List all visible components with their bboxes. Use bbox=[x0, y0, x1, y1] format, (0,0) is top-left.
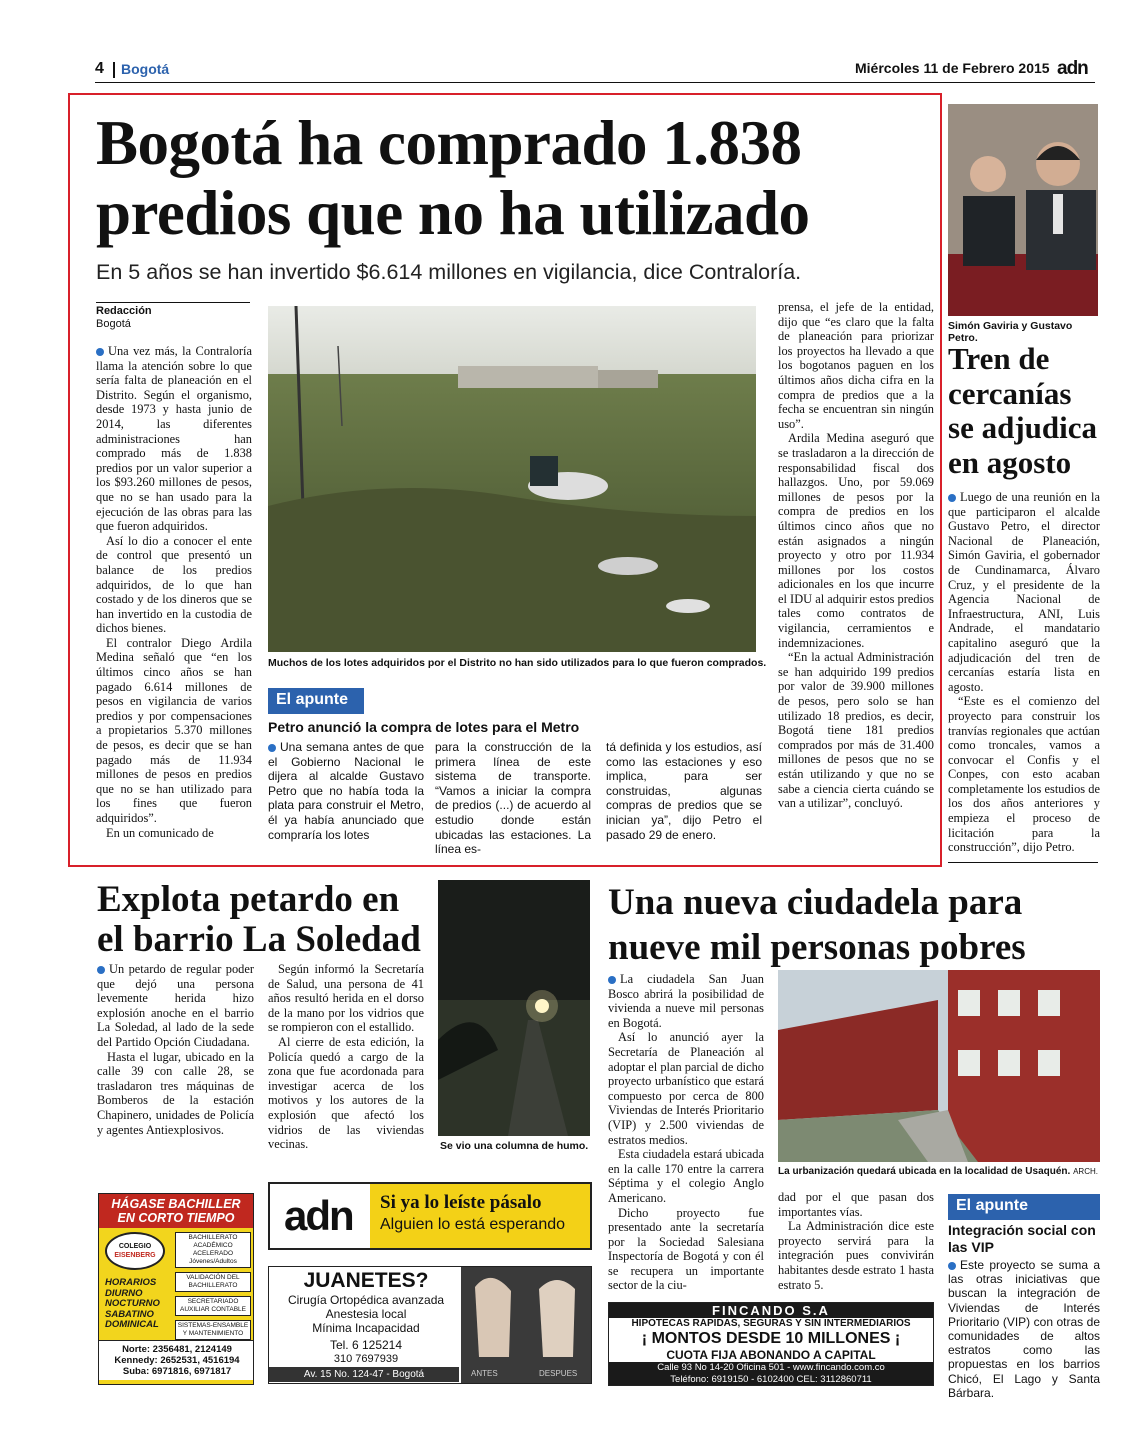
side-body bbox=[948, 490, 1100, 855]
ad-fincando-line4: Calle 93 No 14-20 Oficina 501 - www.fincando.com.co bbox=[609, 1362, 933, 1374]
petardo-headline-line2: el barrio La Soledad bbox=[97, 919, 421, 960]
lead-headline-line2: predios que no ha utilizado bbox=[96, 178, 810, 248]
lead-col1-p4: En un comunicado de bbox=[106, 825, 214, 840]
ciudadela-apunte-title: Integración social con las VIP bbox=[948, 1222, 1096, 1255]
ad-bachiller-title bbox=[99, 1194, 253, 1228]
lead-photo bbox=[268, 306, 756, 652]
petardo-col1-p2: Hasta el lugar, ubicado en la calle 39 con calle 28, se trasladaron tres máquinas de Bomberos de la estación Chapinero, unidades de Policía y agentes Antiexplosivos. bbox=[97, 1049, 254, 1137]
lead-col1 bbox=[96, 344, 252, 840]
apunte-col2: para la construcción de la primera línea de este sistema de transporte. “Vamos a iniciar la compra de predios (...) de acuerdo al estudio donde están ubicadas las estaciones. La línea es- bbox=[435, 740, 591, 857]
lead-col4 bbox=[778, 300, 934, 811]
byline-rule bbox=[96, 302, 250, 303]
apunte-col1 bbox=[268, 740, 424, 842]
side-photo bbox=[948, 104, 1098, 316]
ad-juanetes-photo bbox=[461, 1267, 591, 1383]
lead-headline bbox=[96, 108, 936, 248]
side-photo-caption: Simón Gaviria y Gustavo Petro. bbox=[948, 320, 1073, 344]
bullet-icon bbox=[948, 494, 956, 502]
ciudadela-col1-p4: Dicho proyecto fue presentado ante la secretaría por la Sociedad Salesiana Inspectoría de Bogotá y con él se recupera un importante sector de la ciu- bbox=[608, 1205, 764, 1293]
ciudadela-caption-credit: ARCH. bbox=[1073, 1167, 1098, 1176]
side-headline bbox=[948, 342, 1098, 480]
ad-adn-promo bbox=[268, 1182, 592, 1250]
ad-bachiller-phone-2: Suba: 6971816, 6971817 bbox=[122, 1366, 232, 1377]
ad-adn-line2: Alguien lo está esperando bbox=[380, 1216, 566, 1233]
ciudadela-caption-text: La urbanización quedará ubicada en la localidad de Usaquén. bbox=[778, 1166, 1071, 1177]
ad-juanetes-line1: Cirugía Ortopédica avanzada bbox=[287, 1293, 445, 1307]
ad-bachiller-title1: HÁGASE BACHILLER bbox=[111, 1197, 241, 1211]
ad-bachiller-program-3: SISTEMAS-ENSAMBLE Y MANTENIMIENTO bbox=[175, 1320, 251, 1340]
ad-bachiller-hours-3: SABATINO bbox=[105, 1308, 154, 1320]
lead-headline-line1: Bogotá ha comprado 1.838 bbox=[96, 108, 802, 178]
page-header bbox=[95, 60, 1095, 82]
ciudadela-col1 bbox=[608, 972, 764, 1293]
apunte-col3: tá definida y los estudios, así como las estaciones y eso implica, para ser construidas, algunas compras de predios que se inician ya”, dijo Petro el pasado 29 de enero. bbox=[606, 740, 762, 842]
ad-bachiller-logo-name: EISENBERG bbox=[114, 1252, 156, 1259]
night-street-image bbox=[438, 880, 590, 1136]
ad-bachiller-programs bbox=[175, 1232, 251, 1340]
byline-city: Bogotá bbox=[96, 318, 131, 330]
ciudadela-headline-line2: nueve mil personas pobres bbox=[608, 927, 1026, 968]
vacant-lot-image bbox=[268, 306, 756, 652]
side-body-p2: “Este es el comienzo del proyecto para construir los tranvías regionales que actúan como troncales, vamos a convocar el Confis y el Conpes, con esto acaban completamente los estudios de los dos años anteriores y empieza el proceso de licitación para la construcción”, dijo Petro. bbox=[948, 694, 1100, 855]
bullet-icon bbox=[96, 348, 104, 356]
ad-bachiller-hours-2: NOCTURNO bbox=[105, 1298, 160, 1309]
apunte-title: Petro anunció la compra de lotes para el Metro bbox=[268, 719, 580, 735]
ciudadela-col1-p3: Esta ciudadela estará ubicada en la calle 170 entre la carrera Séptima y el colegio Anglo Americano. bbox=[608, 1147, 764, 1205]
petardo-col1 bbox=[97, 962, 254, 1137]
ad-bachiller-hours-1: DIURNO bbox=[105, 1287, 143, 1299]
lead-col1-p3: El contralor Diego Ardila Medina señaló que “en los últimos cinco años se han pagado 6.614 millones de pesos en vigilancia de varios predios y por compensaciones a propietarios 5.370 millones de pesos, es decir que se han pagado más de 11.934 millones de pesos en predios que no se han utilizado para los fines que fueron adquiridos”. bbox=[96, 635, 252, 825]
ciudadela-apunte-text: Este proyecto se suma a las otras iniciativas que buscan la integración de Viviendas de Interés Prioritario (VIP) con otras de comunidades de altos estratos como las propuestas en los barrios Chicó, El Lago y Santa Bárbara. bbox=[948, 1258, 1100, 1400]
side-bottom-rule bbox=[948, 862, 1098, 863]
byline-name: Redacción bbox=[96, 305, 152, 317]
ad-juanetes-line3: Mínima Incapacidad bbox=[312, 1321, 420, 1335]
ad-fincando-line2: ¡ MONTOS DESDE 10 MILLONES ¡ bbox=[641, 1330, 901, 1347]
ad-fincando-name: FINCANDO S.A bbox=[609, 1303, 933, 1318]
issue-date: Miércoles 11 de Febrero 2015 bbox=[855, 60, 1050, 76]
ciudadela-col1-p1: La ciudadela San Juan Bosco abrirá la posibilidad de vivienda a nueve mil personas en Bogotá. bbox=[608, 972, 764, 1030]
petardo-photo-caption: Se vio una columna de humo. bbox=[440, 1140, 589, 1152]
lead-col1-p1: Una vez más, la Contraloría llama la atención sobre lo que sería falta de planeación en el Distrito. Según el organismo, desde 1973 y hasta junio de 2014, las diferentes administraciones han comprado más de 1.838 predios por un valor superior a los $93.260 millones de pesos, que no se han usado para la ejecución de las obras para las que fueron adquiridos. bbox=[96, 344, 252, 534]
ad-bachiller-phones bbox=[99, 1340, 254, 1380]
bullet-icon bbox=[608, 976, 616, 984]
ad-juanetes-address: Av. 15 No. 124-47 - Bogotá bbox=[269, 1367, 459, 1382]
ad-juanetes bbox=[268, 1266, 592, 1384]
ad-fincando bbox=[608, 1302, 934, 1386]
feet-before-after-image bbox=[461, 1267, 591, 1367]
ciudadela-headline bbox=[608, 880, 1098, 970]
petardo-headline bbox=[97, 880, 427, 960]
byline bbox=[96, 305, 152, 331]
ad-bachiller-title2: EN CORTO TIEMPO bbox=[117, 1211, 235, 1225]
ad-adn-text-box bbox=[370, 1184, 590, 1248]
brand-logo: adn bbox=[1057, 58, 1088, 79]
ciudadela-col2-p2: La Administración dice este proyecto servirá para la integración pues convivirán habitantes desde estrato 1 hasta estrato 5. bbox=[778, 1219, 934, 1292]
apunte-col1-text: Una semana antes de que el Gobierno Nacional le dijera al alcalde Gustavo Petro que no había toda la plata para construir el Metro, él ya había anunciado que compraría los lotes bbox=[268, 740, 424, 842]
lead-photo-caption: Muchos de los lotes adquiridos por el Distrito no han sido utilizados para lo que fueron comprados. bbox=[268, 657, 767, 669]
lead-col1-p2: Así lo dio a conocer el ente de control que presentó un balance de los predios adquiridos, de lo que han costado y de los dineros que se han invertido en la custodia de dichos bienes. bbox=[96, 533, 252, 636]
bullet-icon bbox=[97, 966, 105, 974]
header-rule bbox=[95, 82, 1095, 83]
side-headline-line3: se adjudica bbox=[948, 410, 1097, 445]
petardo-headline-line1: Explota petardo en bbox=[97, 879, 400, 920]
side-body-p1: Luego de una reunión en la que participaron el alcalde Gustavo Petro, el director Nacional de Planeación, Simón Gaviria, el gobernador de Cundinamarca, Álvaro Cruz, y el presidente de la Agencia Nacional de Infraestructura, ANI, Luis Andrade, el mandatario capitalino aseguró que la adjudicación del tren de cercanías estaría lista en agosto. bbox=[948, 490, 1100, 694]
ad-adn-logo: adn bbox=[284, 1192, 353, 1239]
ciudadela-headline-line1: Una nueva ciudadela para bbox=[608, 882, 1023, 923]
page-number: 4 bbox=[95, 60, 104, 77]
ad-bachiller-phone-1: Kennedy: 2652531, 4516194 bbox=[114, 1355, 240, 1366]
ciudadela-col2 bbox=[778, 1190, 934, 1292]
ad-fincando-line1: HIPOTECAS RÁPIDAS, SEGURAS Y SIN INTERMEDIARIOS bbox=[631, 1318, 911, 1329]
petardo-col2-p1: Según informó la Secretaría de Salud, una persona de 41 años resultó herida en el dorso de la mano por los vidrios que se rompieron con el estallido. bbox=[268, 962, 424, 1035]
ad-bachiller-hours-4: DOMINICAL bbox=[105, 1319, 159, 1330]
ad-fincando-line3: CUOTA FIJA ABONANDO A CAPITAL bbox=[666, 1348, 876, 1362]
ad-juanetes-after: DESPUES bbox=[539, 1369, 578, 1378]
ad-bachiller-program-1: VALIDACIÓN DEL BACHILLERATO bbox=[175, 1272, 251, 1292]
ciudadela-apunte-body bbox=[948, 1258, 1100, 1400]
header-divider bbox=[113, 62, 115, 78]
ad-juanetes-phone1: Tel. 6 125214 bbox=[329, 1338, 403, 1352]
ciudadela-photo-caption bbox=[778, 1166, 1100, 1177]
ad-bachiller-logo-top: COLEGIO bbox=[118, 1243, 152, 1250]
ad-bachiller-program-0: BACHILLERATO ACADÉMICO ACELERADO Jóvenes/Adultos bbox=[175, 1232, 251, 1268]
lead-col4-p3: “En la actual Administración se han adquirido 199 predios por valor de 39.900 millones de pesos, pero solo se han utilizado 18 predios, es decir, Bogotá tiene 181 predios comprados por más de 31.400 millones de pesos que no se están utilizando y que no se sabe a ciencia cierta cuándo se van a utilizar”, concluyó. bbox=[778, 650, 934, 811]
side-headline-line1: Tren de bbox=[948, 341, 1050, 376]
lead-col4-p1: prensa, el jefe de la entidad, dijo que “es claro que la falta de planeación para priorizar los proyectos ha llevado a que los bogotanos paguen en los últimos años dicha cifra en la compra de predios que a la fecha se encuentran sin ningún uso”. bbox=[778, 300, 934, 431]
petardo-col2 bbox=[268, 962, 424, 1152]
bullet-icon bbox=[268, 744, 276, 752]
ad-bachiller-logo bbox=[105, 1232, 165, 1270]
ad-bachiller-phone-0: Norte: 2356481, 2124149 bbox=[122, 1344, 232, 1355]
housing-image bbox=[778, 970, 1100, 1162]
apunte-label: El apunte bbox=[268, 688, 364, 714]
ciudadela-photo bbox=[778, 970, 1100, 1162]
ad-juanetes-phone2: 310 7697939 bbox=[333, 1353, 399, 1365]
ad-bachiller-hours-0: HORARIOS bbox=[105, 1277, 157, 1288]
petardo-col1-p1: Un petardo de regular poder que dejó una persona levemente herida hizo explosión anoche en el barrio La Soledad, al lado de la sede del Partido Opción Ciudadana. bbox=[97, 962, 254, 1049]
ad-adn-line1: Si ya lo leíste pásalo bbox=[380, 1192, 542, 1213]
officials-photo bbox=[948, 104, 1098, 316]
ciudadela-col2-p1: dad por el que pasan dos importantes vías. bbox=[778, 1190, 934, 1219]
side-headline-line4: en agosto bbox=[948, 444, 1072, 480]
lead-col4-p2: Ardila Medina aseguró que se trasladaron a la dirección de responsabilidad fiscal dos hallazgos. Uno, por 59.069 millones de pesos por la compra de predios en los últimos cinco años que no están asignados a ningún proyecto y otro por 11.934 millones por los costos adicionales en los que incurre el IDU al adquirir estos predios tales como contratos de vigilancia, cerramientos e indemnizaciones. bbox=[778, 431, 934, 650]
ad-fincando-line5: Teléfono: 6919150 - 6102400 CEL: 3112860711 bbox=[609, 1374, 933, 1386]
petardo-col2-p2: Al cierre de esta edición, la Policía quedó a cargo de la zona que fue acordonada para investigar acerca de los motivos y los autores de la explosión que afectó los vidrios de las viviendas vecinas. bbox=[268, 1034, 424, 1152]
bullet-icon bbox=[948, 1262, 956, 1270]
ad-bachiller-hours bbox=[105, 1278, 167, 1331]
petardo-photo bbox=[438, 880, 590, 1136]
ad-bachiller-program-2: SECRETARIADO AUXILIAR CONTABLE bbox=[175, 1296, 251, 1316]
ad-juanetes-before: ANTES bbox=[471, 1369, 498, 1378]
ciudadela-col1-p2: Así lo anunció ayer la Secretaría de Planeación al adoptar el plan parcial de dicho proyecto urbanístico que estará compuesto por cerca de 800 Viviendas de Interés Prioritario (VIP) y 2.500 viviendas de estratos medios. bbox=[608, 1030, 764, 1147]
ciudadela-apunte-label: El apunte bbox=[948, 1194, 1100, 1220]
lead-subhead: En 5 años se han invertido $6.614 millones en vigilancia, dice Contraloría. bbox=[96, 260, 802, 284]
ad-juanetes-line2: Anestesia local bbox=[325, 1307, 407, 1321]
side-headline-line2: cercanías bbox=[948, 375, 1072, 411]
ad-juanetes-title: JUANETES? bbox=[303, 1269, 429, 1292]
ad-juanetes-info bbox=[273, 1269, 459, 1366]
ad-bachiller bbox=[98, 1193, 254, 1385]
section-name: Bogotá bbox=[121, 61, 170, 77]
